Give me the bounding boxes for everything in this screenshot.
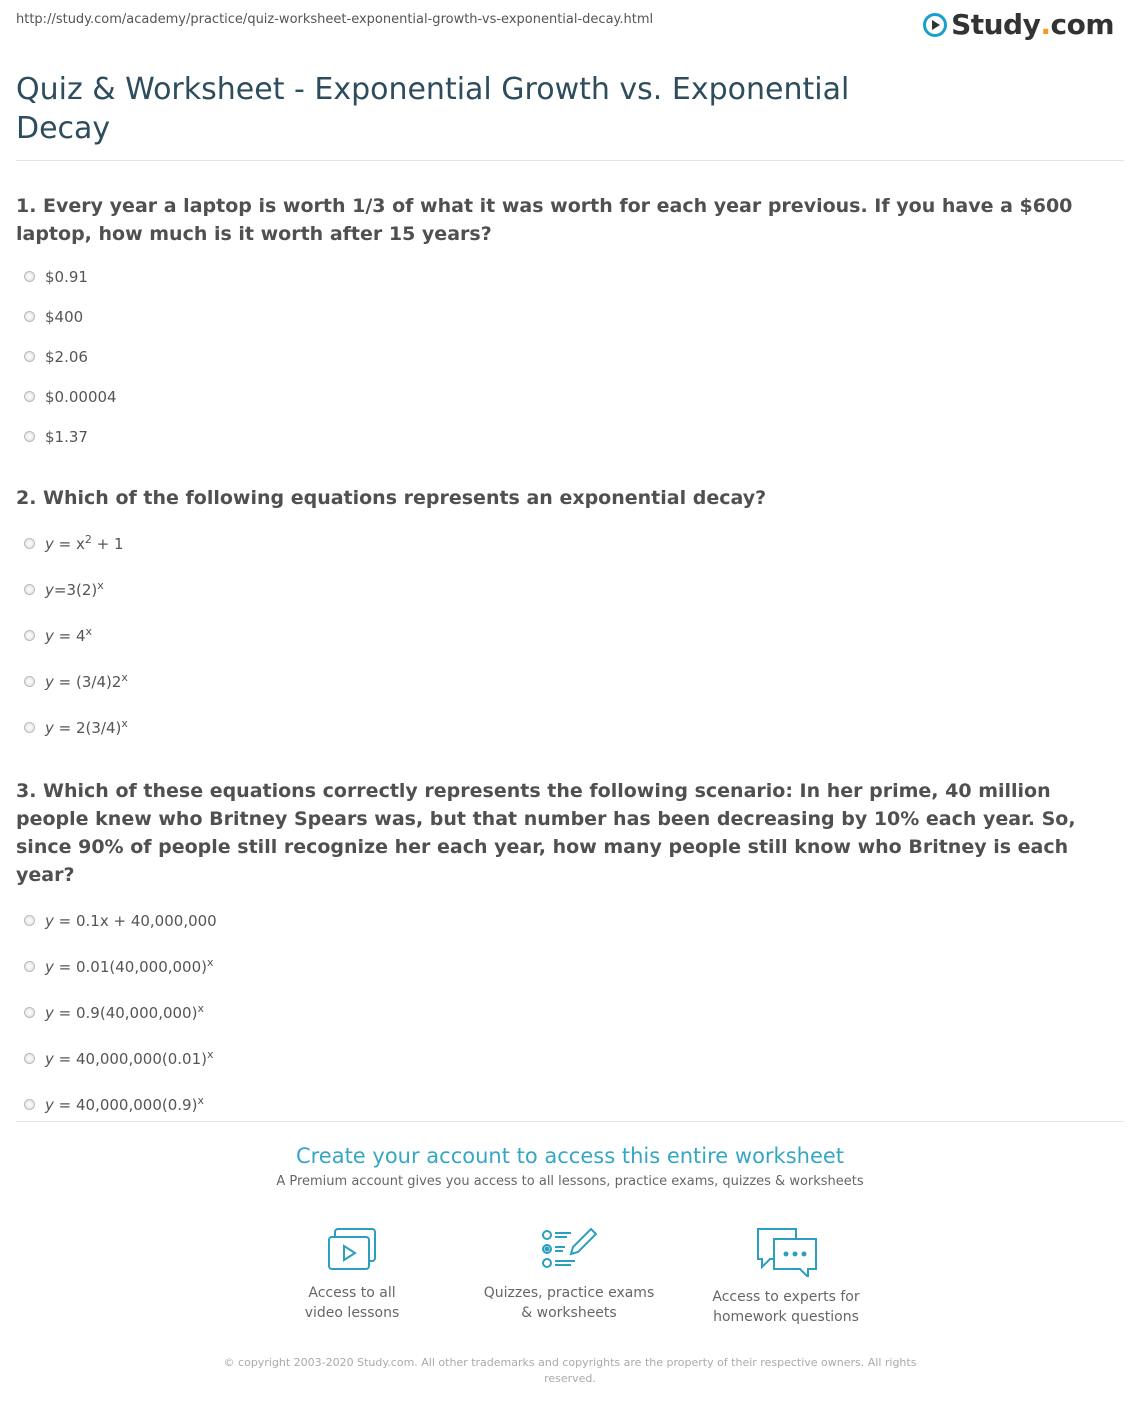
option-body: $1.37 (45, 428, 88, 446)
option-variable: y (45, 1004, 54, 1022)
divider (16, 160, 1124, 161)
option-exponent: 2 (84, 533, 92, 546)
answer-option[interactable] (16, 520, 1128, 566)
feature-line: homework questions (713, 1309, 859, 1325)
feature-line: video lessons (304, 1305, 400, 1321)
page-url: http://study.com/academy/practice/quiz-worksheet-exponential-growth-vs-exponential-decay.html (16, 12, 654, 27)
option-variable: y (45, 627, 54, 645)
cta-section (0, 1144, 1140, 1189)
feature-line: Access to all (308, 1285, 396, 1301)
option-exponent: x (121, 717, 128, 730)
option-label (45, 426, 88, 446)
question-text: 2. Which of the following equations represents an exponential decay? (16, 487, 767, 509)
option-variable: y (45, 581, 54, 599)
radio-button[interactable] (24, 676, 35, 687)
option-label (45, 910, 217, 930)
answer-option[interactable] (16, 416, 1128, 456)
answer-option[interactable] (16, 376, 1128, 416)
video-lessons-icon (327, 1227, 377, 1273)
quiz-checklist-icon (541, 1227, 597, 1273)
option-body: $2.06 (45, 348, 88, 366)
radio-button[interactable] (24, 538, 35, 549)
option-label (45, 579, 104, 599)
feature-quizzes (469, 1227, 669, 1323)
options-list (16, 897, 1128, 1127)
option-body: = 2(3/4) (53, 719, 122, 737)
option-body: =3(2) (53, 581, 98, 599)
answer-option[interactable] (16, 989, 1128, 1035)
radio-button[interactable] (24, 391, 35, 402)
question-text: 1. Every year a laptop is worth 1/3 of what it was worth for each year previous. If you have a $600 laptop, how much is it worth after 15 years? (16, 195, 1073, 245)
option-label (45, 533, 124, 553)
feature-line: & worksheets (521, 1305, 617, 1321)
option-label (45, 1094, 204, 1114)
option-variable: y (45, 1096, 54, 1114)
option-exponent: x (121, 671, 128, 684)
feature-video-lessons (252, 1227, 452, 1323)
option-exponent: x (206, 1048, 214, 1061)
radio-button[interactable] (24, 311, 35, 322)
option-label (45, 346, 88, 366)
answer-option[interactable] (16, 1035, 1128, 1081)
option-label (45, 1048, 214, 1068)
option-exponent: x (206, 956, 214, 969)
option-label (45, 1002, 204, 1022)
option-variable: y (45, 719, 54, 737)
radio-button[interactable] (24, 351, 35, 362)
radio-button[interactable] (24, 1053, 35, 1064)
answer-option[interactable] (16, 943, 1128, 989)
radio-button[interactable] (24, 584, 35, 595)
answer-option[interactable] (16, 658, 1128, 704)
option-label (45, 306, 83, 326)
option-body: $0.91 (45, 268, 88, 286)
cta-title[interactable]: Create your account to access this entire worksheet (295, 1144, 845, 1168)
option-exponent: x (97, 579, 104, 592)
question-1 (16, 192, 1128, 456)
logo-suffix: com (1050, 8, 1114, 41)
option-label (45, 266, 88, 286)
option-body: $400 (45, 308, 84, 326)
study-logo[interactable] (923, 8, 1114, 41)
option-variable: y (45, 912, 54, 930)
options-list (16, 256, 1128, 456)
copyright-footer: © copyright 2003-2020 Study.com. All other trademarks and copyrights are the property of their respective owners. All rights reserved. (223, 1356, 917, 1385)
divider (16, 1121, 1124, 1122)
answer-option[interactable] (16, 612, 1128, 658)
feature-line: Quizzes, practice exams (483, 1285, 655, 1301)
option-exponent: x (197, 1002, 204, 1015)
answer-option[interactable] (16, 566, 1128, 612)
chat-bubbles-icon (754, 1227, 818, 1277)
answer-option[interactable] (16, 704, 1128, 750)
options-list (16, 520, 1128, 750)
option-variable: y (45, 673, 54, 691)
logo-dot: . (1040, 8, 1051, 41)
option-body: = 0.1x + 40,000,000 (53, 912, 217, 930)
question-text: 3. Which of these equations correctly represents the following scenario: In her prime, 40 million people knew who Britney Spears was, but that number has been decreasing by 10% each year. So, since 90% of people still recognize her each year, how many people still know who Britney is each year? (16, 780, 1076, 886)
feature-experts (686, 1227, 886, 1327)
option-body: = 40,000,000(0.9) (53, 1096, 198, 1114)
option-label (45, 956, 214, 976)
feature-line: Access to experts for (712, 1289, 860, 1305)
radio-button[interactable] (24, 722, 35, 733)
radio-button[interactable] (24, 1099, 35, 1110)
option-variable: y (45, 958, 54, 976)
option-exponent: x (85, 625, 93, 638)
option-tail: + 1 (91, 535, 124, 553)
option-body: = 0.01(40,000,000) (53, 958, 207, 976)
option-body: $0.00004 (45, 388, 117, 406)
radio-button[interactable] (24, 271, 35, 282)
radio-button[interactable] (24, 431, 35, 442)
radio-button[interactable] (24, 1007, 35, 1018)
option-body: = 0.9(40,000,000) (53, 1004, 198, 1022)
option-variable: y (45, 1050, 54, 1068)
question-3 (16, 777, 1128, 1127)
answer-option[interactable] (16, 336, 1128, 376)
radio-button[interactable] (24, 915, 35, 926)
answer-option[interactable] (16, 296, 1128, 336)
option-exponent: x (197, 1094, 204, 1107)
cta-subtitle: A Premium account gives you access to all lessons, practice exams, quizzes & worksheets (276, 1174, 864, 1189)
option-body: = 40,000,000(0.01) (53, 1050, 207, 1068)
answer-option[interactable] (16, 256, 1128, 296)
radio-button[interactable] (24, 961, 35, 972)
question-2 (16, 484, 1128, 750)
answer-option[interactable] (16, 897, 1128, 943)
logo-text: Study (951, 8, 1041, 41)
play-logo-icon (923, 13, 947, 37)
page-title: Quiz & Worksheet - Exponential Growth vs. Exponential Decay (16, 72, 850, 146)
option-label (45, 717, 128, 737)
option-body: = x (53, 535, 85, 553)
option-label (45, 671, 128, 691)
option-body: = 4 (53, 627, 86, 645)
option-variable: y (45, 535, 54, 553)
option-label (45, 386, 117, 406)
option-body: = (3/4)2 (53, 673, 122, 691)
option-label (45, 625, 92, 645)
radio-button[interactable] (24, 630, 35, 641)
